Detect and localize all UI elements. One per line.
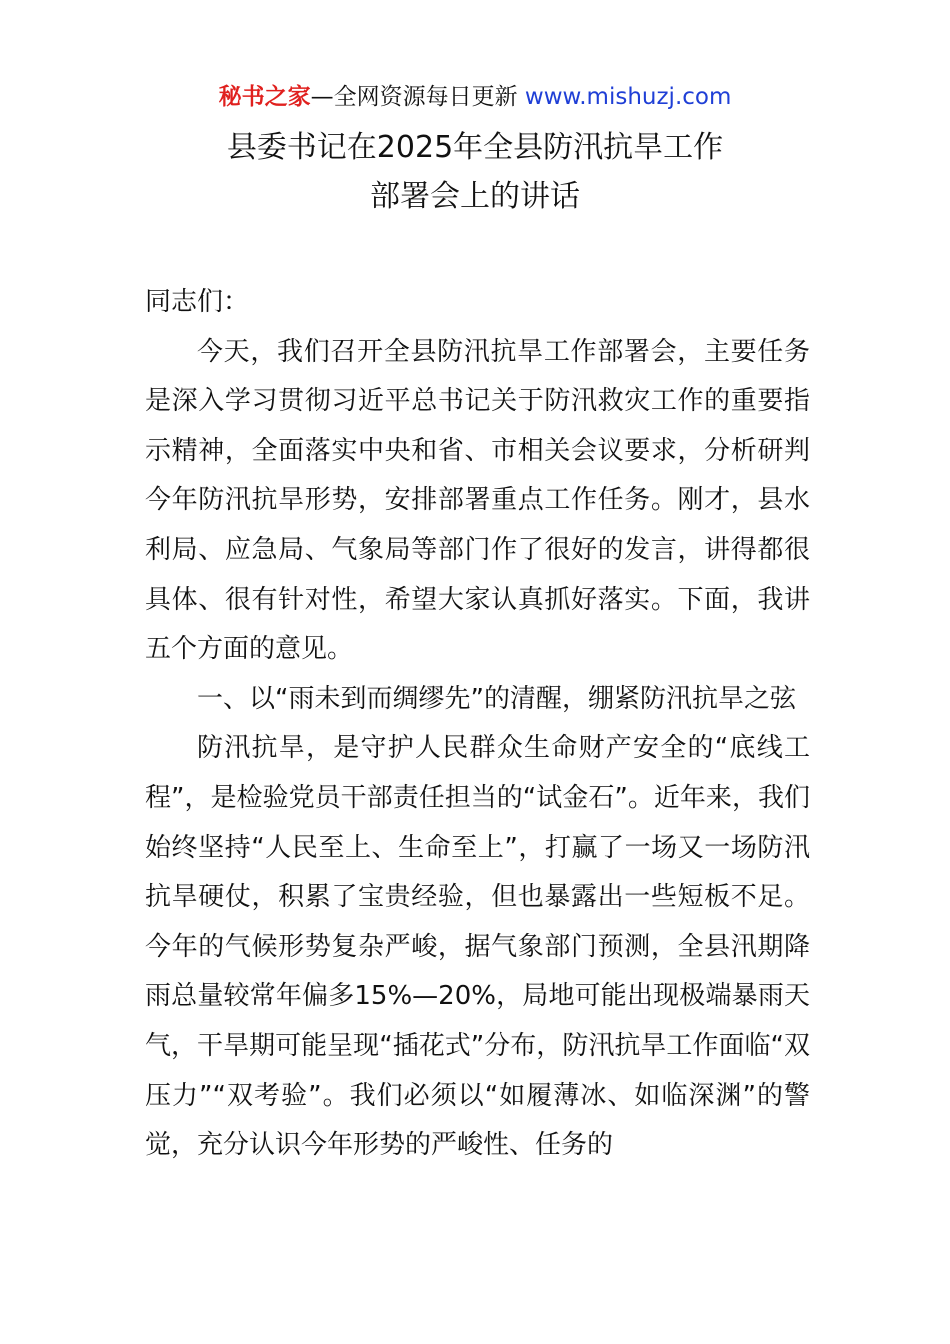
salutation: 同志们：: [145, 287, 250, 317]
document-title-line-1: 县委书记在2025年全县防汛抗旱工作: [226, 130, 724, 165]
site-header: [0, 80, 950, 114]
document-body: [145, 278, 810, 1171]
paragraph-intro: 今天，我们召开全县防汛抗旱工作部署会，主要任务是深入学习贯彻习近平总书记关于防汛救灾工作的重要指示精神，全面落实中央和省、市相关会议要求，分析研判今年防汛抗旱形势，安排部署重点工作任务。刚才，县水利局、应急局、气象局等部门作了很好的发言，讲得都很具体、很有针对性，希望大家认真抓好落实。下面，我讲五个方面的意见。: [145, 336, 810, 665]
document-title-line-2: 部署会上的讲话: [370, 179, 580, 214]
site-url[interactable]: www.mishuzj.com: [524, 84, 732, 110]
paragraph-section-1: 防汛抗旱，是守护人民群众生命财产安全的“底线工程”，是检验党员干部责任担当的“试金石”。近年来，我们始终坚持“人民至上、生命至上”，打赢了一场又一场防汛抗旱硬仗，积累了宝贵经验，但也暴露出一些短板不足。今年的气候形势复杂严峻，据气象部门预测，全县汛期降雨总量较常年偏多15%—20%，局地可能出现极端暴雨天气，干旱期可能呈现“插花式”分布，防汛抗旱工作面临“双压力”“双考验”。我们必须以“如履薄冰、如临深渊”的警觉，充分认识今年形势的严峻性、任务的: [145, 733, 810, 1161]
site-tagline: —全网资源每日更新: [310, 84, 525, 110]
section-heading-1: 一、以“雨未到而绸缪先”的清醒，绷紧防汛抗旱之弦: [197, 683, 796, 714]
site-brand: 秘书之家: [218, 84, 311, 110]
